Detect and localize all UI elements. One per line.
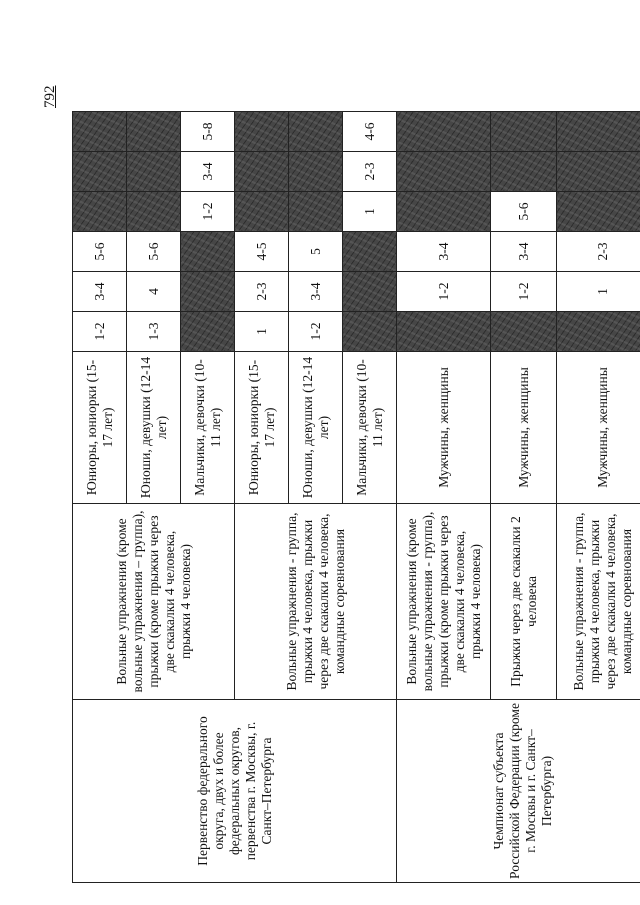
place-cell: 1-2 bbox=[491, 272, 557, 312]
place-cell: 5-6 bbox=[127, 232, 181, 272]
place-cell: 3-4 bbox=[181, 152, 235, 192]
age-group-cell: Мальчики, девочки (10-11 лет) bbox=[343, 352, 397, 504]
shaded-cell bbox=[343, 272, 397, 312]
age-group-cell: Юниоры, юниорки (15-17 лет) bbox=[235, 352, 289, 504]
place-cell: 3-4 bbox=[289, 272, 343, 312]
shaded-cell bbox=[127, 152, 181, 192]
place-cell: 1-2 bbox=[181, 192, 235, 232]
discipline-cell: Вольные упражнения (кроме вольные упражнения – группа), прыжки (кроме прыжки через две скакалки 4 человека, прыжки 4 человека) bbox=[73, 504, 235, 700]
discipline-cell: Вольные упражнения - группа, прыжки 4 человека, прыжки через две скакалки 4 человека, командные соревнования bbox=[235, 504, 397, 700]
shaded-cell bbox=[73, 192, 127, 232]
shaded-cell bbox=[181, 272, 235, 312]
shaded-cell bbox=[491, 152, 557, 192]
discipline-cell: Вольные упражнения - группа, прыжки 4 человека, прыжки через две скакалки 4 человека, командные соревнования bbox=[557, 504, 640, 700]
shaded-cell bbox=[73, 152, 127, 192]
age-group-cell: Мужчины, женщины bbox=[491, 352, 557, 504]
age-group-cell: Юноши, девушки (12-14 лет) bbox=[289, 352, 343, 504]
place-cell: 2-3 bbox=[343, 152, 397, 192]
age-group-cell: Юниоры, юниорки (15-17 лет) bbox=[73, 352, 127, 504]
shaded-cell bbox=[235, 192, 289, 232]
shaded-cell bbox=[127, 112, 181, 152]
table-row bbox=[397, 112, 491, 883]
shaded-cell bbox=[397, 312, 491, 352]
shaded-cell bbox=[181, 232, 235, 272]
shaded-cell bbox=[397, 152, 491, 192]
shaded-cell bbox=[289, 192, 343, 232]
shaded-cell bbox=[289, 112, 343, 152]
shaded-cell bbox=[397, 192, 491, 232]
age-group-cell: Юноши, девушки (12-14 лет) bbox=[127, 352, 181, 504]
shaded-cell bbox=[491, 312, 557, 352]
shaded-cell bbox=[235, 112, 289, 152]
place-cell: 2-3 bbox=[235, 272, 289, 312]
discipline-cell: Прыжки через две скакалки 2 человека bbox=[491, 504, 557, 700]
shaded-cell bbox=[181, 312, 235, 352]
shaded-cell bbox=[557, 312, 640, 352]
place-cell: 4 bbox=[127, 272, 181, 312]
shaded-cell bbox=[557, 152, 640, 192]
shaded-cell bbox=[343, 312, 397, 352]
place-cell: 1 bbox=[343, 192, 397, 232]
age-group-cell: Мужчины, женщины bbox=[397, 352, 491, 504]
place-cell: 5-6 bbox=[73, 232, 127, 272]
page-number: 792 bbox=[42, 85, 58, 108]
place-cell: 5-6 bbox=[491, 192, 557, 232]
place-cell: 1-3 bbox=[127, 312, 181, 352]
place-cell: 3-4 bbox=[73, 272, 127, 312]
place-cell: 1-2 bbox=[73, 312, 127, 352]
place-cell: 2-3 bbox=[557, 232, 640, 272]
shaded-cell bbox=[557, 192, 640, 232]
discipline-cell: Вольные упражнения (кроме вольные упражнения - группа), прыжки (кроме прыжки через две скакалки 4 человека, прыжки 4 человека) bbox=[397, 504, 491, 700]
shaded-cell bbox=[127, 192, 181, 232]
shaded-cell bbox=[397, 112, 491, 152]
event-cell: Чемпионат субъекта Российской Федерации (кроме г. Москвы и г. Санкт–Петербурга) bbox=[397, 700, 640, 883]
place-cell: 3-4 bbox=[397, 232, 491, 272]
place-cell: 4-5 bbox=[235, 232, 289, 272]
shaded-cell bbox=[343, 232, 397, 272]
place-cell: 1-2 bbox=[397, 272, 491, 312]
table-row bbox=[73, 112, 127, 883]
ranking-table bbox=[72, 111, 640, 883]
place-cell: 5-8 bbox=[181, 112, 235, 152]
shaded-cell bbox=[289, 152, 343, 192]
place-cell: 1-2 bbox=[289, 312, 343, 352]
shaded-cell bbox=[491, 112, 557, 152]
place-cell: 1 bbox=[235, 312, 289, 352]
shaded-cell bbox=[73, 112, 127, 152]
event-cell: Первенство федерального округа, двух и более федеральных округов, первенства г. Москвы, г. Санкт–Петербурга bbox=[73, 700, 397, 883]
age-group-cell: Мужчины, женщины bbox=[557, 352, 640, 504]
place-cell: 1 bbox=[557, 272, 640, 312]
place-cell: 3-4 bbox=[491, 232, 557, 272]
shaded-cell bbox=[235, 152, 289, 192]
age-group-cell: Мальчики, девочки (10-11 лет) bbox=[181, 352, 235, 504]
place-cell: 4-6 bbox=[343, 112, 397, 152]
shaded-cell bbox=[557, 112, 640, 152]
place-cell: 5 bbox=[289, 232, 343, 272]
